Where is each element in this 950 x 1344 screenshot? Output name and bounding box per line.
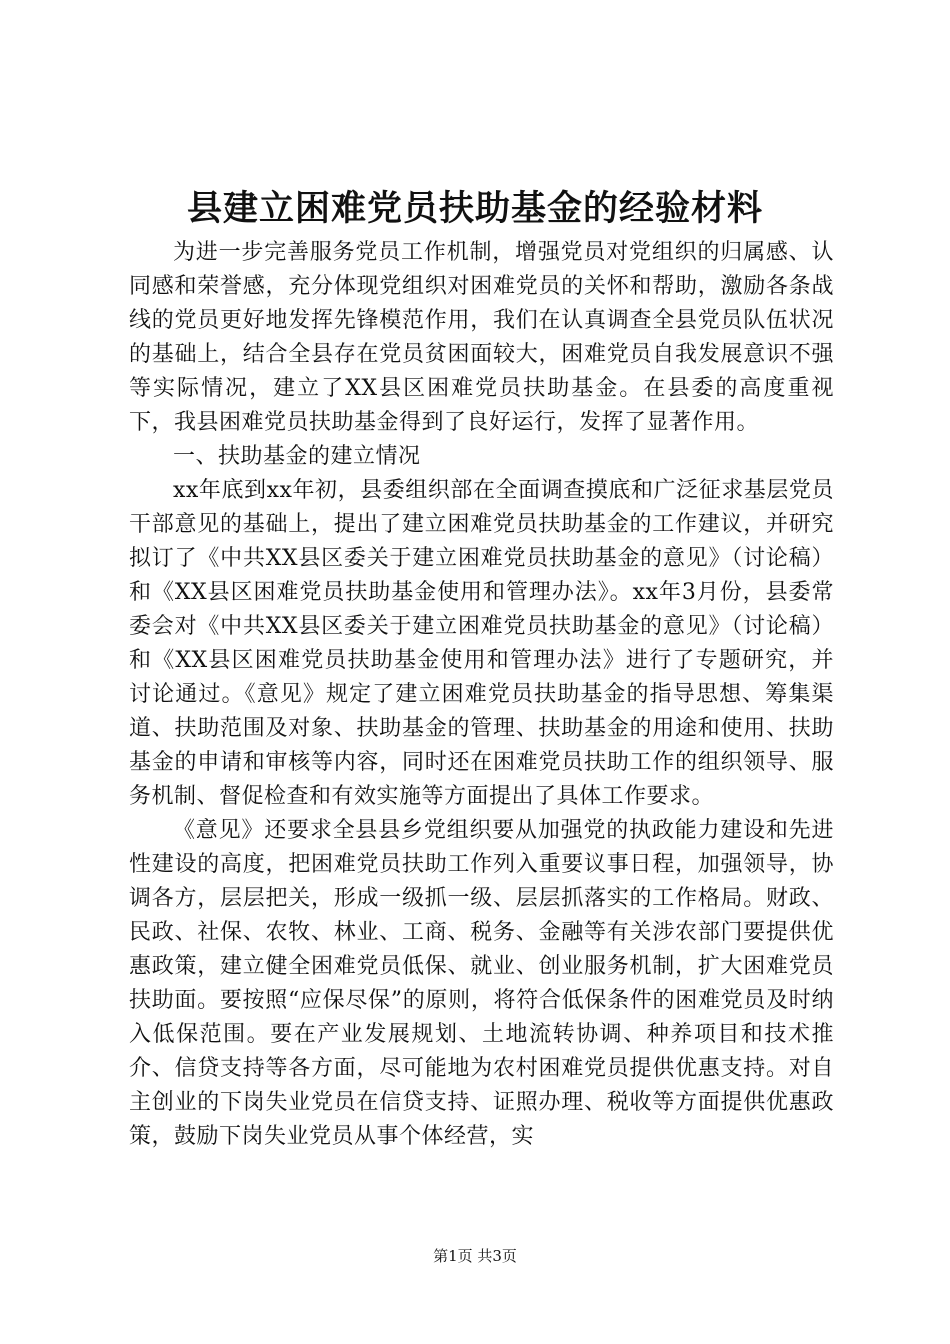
- document-body: [129, 236, 834, 1154]
- page-footer: 第1页 共3页: [433, 1247, 517, 1265]
- section-heading: 一、扶助基金的建立情况: [173, 444, 421, 469]
- body-paragraph: 《意见》还要求全县县乡党组织要从加强党的执政能力建设和先进性建设的高度，把困难党员扶助工作列入重要议事日程，加强领导，协调各方，层层把关，形成一级抓一级、层层抓落实的工作格局。财政、民政、社保、农牧、林业、工商、税务、金融等有关涉农部门要提供优惠政策，建立健全困难党员低保、就业、创业服务机制，扩大困难党员扶助面。要按照“应保尽保”的原则，将符合低保条件的困难党员及时纳入低保范围。要在产业发展规划、土地流转协调、种养项目和技术推介、信贷支持等各方面，尽可能地为农村困难党员提供优惠支持。对自主创业的下岗失业党员在信贷支持、证照办理、税收等方面提供优惠政策，鼓励下岗失业党员从事个体经营，实: [129, 818, 834, 1149]
- intro-paragraph: 为进一步完善服务党员工作机制，增强党员对党组织的归属感、认同感和荣誉感，充分体现党组织对困难党员的关怀和帮助，激励各条战线的党员更好地发挥先锋模范作用，我们在认真调查全县党员队伍状况的基础上，结合全县存在党员贫困面较大，困难党员自我发展意识不强等实际情况，建立了XX县区困难党员扶助基金。在县委的高度重视下，我县困难党员扶助基金得到了良好运行，发挥了显著作用。: [129, 240, 834, 435]
- body-paragraph: xx年底到xx年初，县委组织部在全面调查摸底和广泛征求基层党员干部意见的基础上，提出了建立困难党员扶助基金的工作建议，并研究拟订了《中共XX县区委关于建立困难党员扶助基金的意见》（讨论稿）和《XX县区困难党员扶助基金使用和管理办法》。xx年3月份，县委常委会对《中共XX县区委关于建立困难党员扶助基金的意见》（讨论稿）和《XX县区困难党员扶助基金使用和管理办法》进行了专题研究，并讨论通过。《意见》规定了建立困难党员扶助基金的指导思想、筹集渠道、扶助范围及对象、扶助基金的管理、扶助基金的用途和使用、扶助基金的申请和审核等内容，同时还在困难党员扶助工作的组织领导、服务机制、督促检查和有效实施等方面提出了具体工作要求。: [129, 478, 834, 809]
- document-title: 县建立困难党员扶助基金的经验材料: [186, 188, 763, 229]
